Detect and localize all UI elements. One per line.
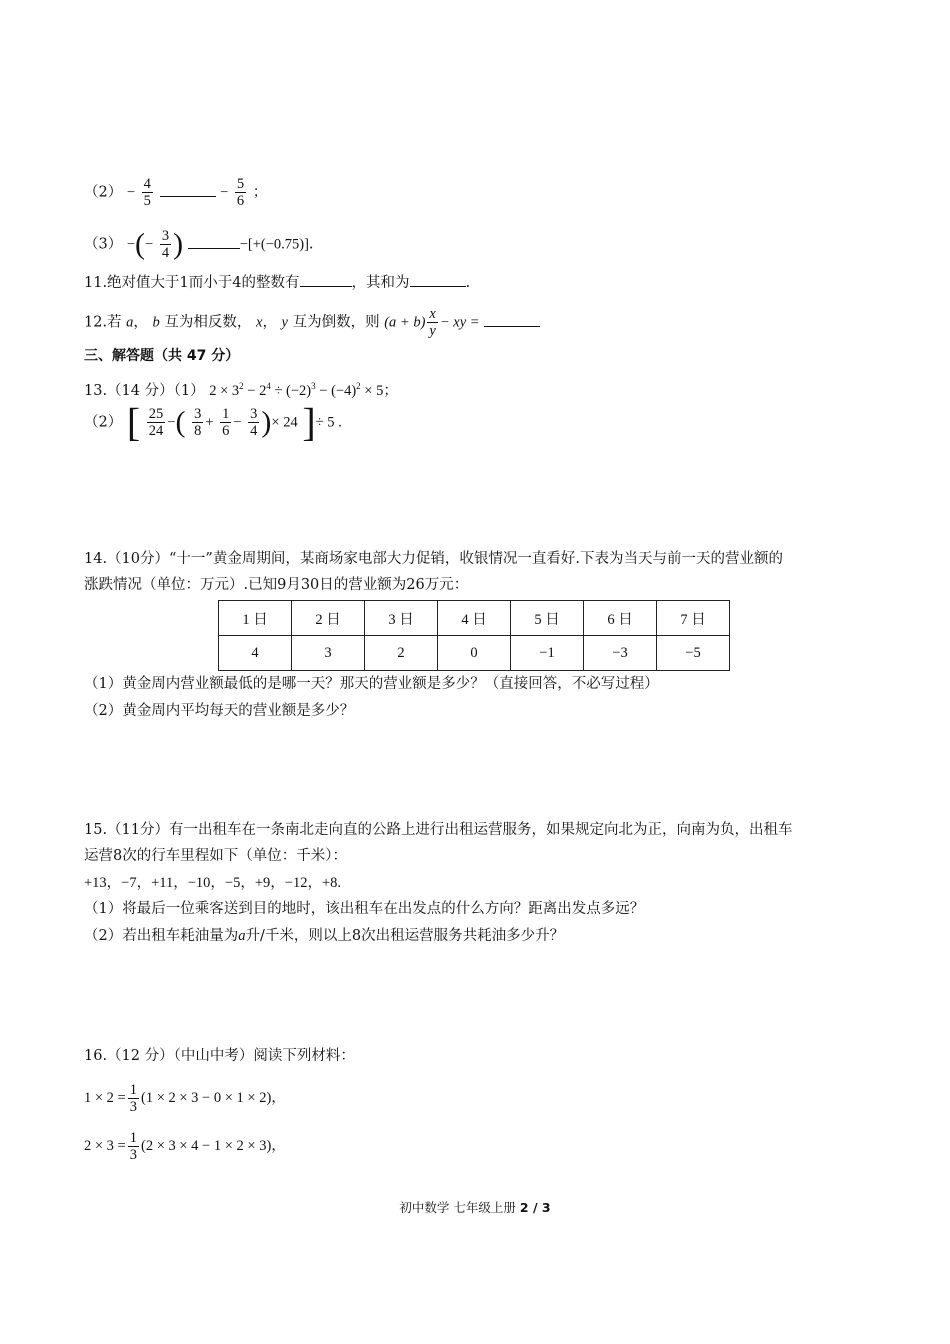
- label: （3）: [84, 236, 123, 253]
- minus-sign: −: [233, 414, 242, 431]
- q15-sub1: （1）将最后一位乘客送到目的地时，该出租车在出发点的什么方向？距离出发点多远？: [84, 901, 645, 917]
- q13-part1: [84, 376, 398, 401]
- expression: − 2: [243, 382, 267, 399]
- fraction-1-3: [128, 1082, 139, 1115]
- page-footer: [0, 1198, 950, 1216]
- sales-change-table: [218, 600, 730, 671]
- table-header-cell: 7 日: [657, 601, 730, 636]
- question-text: （2）若出租车耗油量为: [84, 928, 239, 944]
- q12: [84, 306, 540, 339]
- numerator: 4: [143, 176, 151, 192]
- table-header-cell: 5 日: [511, 601, 584, 636]
- table-cell: 2: [365, 636, 438, 671]
- label: （2）: [84, 414, 123, 431]
- minus-sign: −: [145, 236, 154, 253]
- denominator: 5: [143, 193, 151, 209]
- expression: −[+(−0.75)]: [239, 236, 309, 253]
- fraction-4-5: [142, 176, 153, 209]
- right-bracket: ]: [302, 399, 316, 445]
- footer-title: 初中数学 七年级上册: [399, 1200, 516, 1215]
- numerator: 5: [236, 176, 245, 192]
- minus-sign: −: [220, 184, 229, 201]
- fraction-25-24: [147, 406, 166, 439]
- right-paren: ): [173, 227, 184, 261]
- variable: b: [152, 314, 160, 331]
- numerator: 3: [194, 406, 202, 422]
- answer-blank[interactable]: [410, 272, 466, 287]
- denominator: 24: [148, 423, 164, 439]
- variable: x: [256, 314, 263, 331]
- q15-sub2: [84, 926, 564, 946]
- q15-line1: 15.（11分）有一出租车在一条南北走向直的公路上进行出租运营服务，如果规定向北为正，向南为负，出租车: [84, 822, 793, 838]
- table-row: [219, 636, 730, 671]
- numerator: 1: [129, 1082, 137, 1098]
- q16-equation-1: [84, 1082, 286, 1115]
- denominator: 4: [161, 245, 170, 261]
- left-paren: (: [175, 405, 186, 439]
- punctuation: .: [308, 236, 314, 253]
- fraction-3-4: [248, 406, 259, 439]
- question-text: 互为倒数，则: [292, 314, 380, 331]
- denominator: 8: [194, 423, 202, 439]
- question-text: 升/千米，则以上8次出租运营服务共耗油多少升？: [245, 928, 565, 944]
- punctuation: ，: [262, 314, 277, 331]
- minus-sign: −: [126, 236, 136, 253]
- expression: ÷ (−2): [270, 382, 312, 399]
- denominator: 3: [129, 1099, 137, 1115]
- question-text: 13.（14 分）（1）: [84, 382, 205, 399]
- punctuation: ；: [252, 184, 268, 201]
- question-text: 互为相反数，: [164, 314, 252, 331]
- answer-blank[interactable]: [300, 272, 352, 287]
- question-text: 11.绝对值大于1而小于4的整数有: [84, 275, 300, 291]
- expression: 2 × 3 =: [84, 1137, 126, 1154]
- table-cell: 3: [292, 636, 365, 671]
- punctuation: .: [465, 275, 471, 291]
- plus-sign: +: [205, 414, 214, 431]
- question-text: ，其和为: [351, 275, 410, 291]
- minus-sign: −: [167, 414, 176, 431]
- denominator: 3: [129, 1147, 137, 1163]
- expression: (1 × 2 × 3 − 0 × 1 × 2)，: [140, 1089, 286, 1106]
- table-header-cell: 1 日: [219, 601, 292, 636]
- q15-line3: +13，−7，+11，−10，−5，+9，−12，+8.: [84, 875, 342, 891]
- numerator: 1: [222, 406, 230, 422]
- right-paren: ): [261, 405, 272, 439]
- left-bracket: [: [126, 399, 141, 445]
- table-header-row: [219, 601, 730, 636]
- table-cell: −3: [584, 636, 657, 671]
- table-cell: −5: [657, 636, 730, 671]
- table-cell: 4: [219, 636, 292, 671]
- table-header-cell: 2 日: [292, 601, 365, 636]
- expression: − (−4): [315, 382, 357, 399]
- q14-sub1: （1）黄金周内营业额最低的是哪一天？那天的营业额是多少？（直接回答，不必写过程）: [84, 676, 659, 692]
- numerator: x: [429, 306, 436, 322]
- expression: × 5；: [360, 382, 398, 399]
- variable: a: [238, 928, 246, 944]
- fraction-3-8: [192, 406, 203, 439]
- expression: × 24: [271, 414, 298, 431]
- answer-blank[interactable]: [484, 312, 540, 327]
- exponent: 4: [266, 381, 271, 391]
- expression: (2 × 3 × 4 − 1 × 2 × 3)，: [140, 1137, 286, 1154]
- numerator: 1: [129, 1130, 137, 1146]
- page-number: 2 / 3: [519, 1200, 551, 1215]
- q10-part2: [84, 176, 267, 209]
- table-cell: −1: [511, 636, 584, 671]
- fraction-3-4: [160, 228, 171, 261]
- section-heading: 三、解答题（共 47 分）: [84, 348, 240, 364]
- denominator: 6: [236, 193, 245, 209]
- denominator: 4: [250, 423, 258, 439]
- q13-part2: [84, 399, 342, 445]
- expression: 1 × 2 =: [84, 1089, 126, 1106]
- expression: (a + b): [384, 314, 426, 331]
- denominator: 6: [222, 423, 230, 439]
- expression: − xy =: [439, 314, 480, 331]
- expression: 2 × 3: [209, 382, 240, 399]
- answer-blank[interactable]: [188, 234, 240, 249]
- table-header-cell: 4 日: [438, 601, 511, 636]
- q14-line1: 14.（10分）“十一”黄金周期间，某商场家电部大力促销，收银情况一直看好.下表为当天与前一天的营业额的: [84, 551, 783, 567]
- q15-line2: 运营8次的行车里程如下（单位：千米）：: [84, 848, 347, 864]
- question-text: 12.若: [84, 314, 122, 331]
- numerator: 3: [250, 406, 258, 422]
- fraction-1-6: [220, 406, 231, 439]
- table-header-cell: 3 日: [365, 601, 438, 636]
- q14-line2: 涨跌情况（单位：万元）.已知9月30日的营业额为26万元：: [84, 577, 469, 593]
- table-cell: 0: [438, 636, 511, 671]
- expression: ÷ 5 .: [315, 414, 342, 431]
- table-header-cell: 6 日: [584, 601, 657, 636]
- punctuation: ，: [133, 314, 148, 331]
- q16-line1: 16.（12 分）（中山中考）阅读下列材料：: [84, 1048, 355, 1064]
- left-paren: (: [135, 227, 146, 261]
- numerator: 3: [161, 228, 170, 244]
- fraction-5-6: [235, 176, 246, 209]
- exponent: 2: [239, 381, 244, 391]
- variable: a: [126, 314, 134, 331]
- label: （2）: [84, 184, 123, 201]
- q16-equation-2: [84, 1130, 286, 1163]
- fraction-1-3: [128, 1130, 139, 1163]
- q11: [84, 272, 470, 293]
- denominator: y: [429, 323, 436, 339]
- variable: y: [281, 314, 288, 331]
- minus-sign: −: [126, 184, 136, 201]
- exponent: 3: [311, 381, 316, 391]
- answer-blank[interactable]: [160, 182, 216, 197]
- q14-sub2: （2）黄金周内平均每天的营业额是多少？: [84, 703, 355, 719]
- exponent: 2: [356, 381, 361, 391]
- numerator: 25: [148, 406, 164, 422]
- q10-part3: [84, 228, 314, 261]
- fraction-x-y: [427, 306, 437, 339]
